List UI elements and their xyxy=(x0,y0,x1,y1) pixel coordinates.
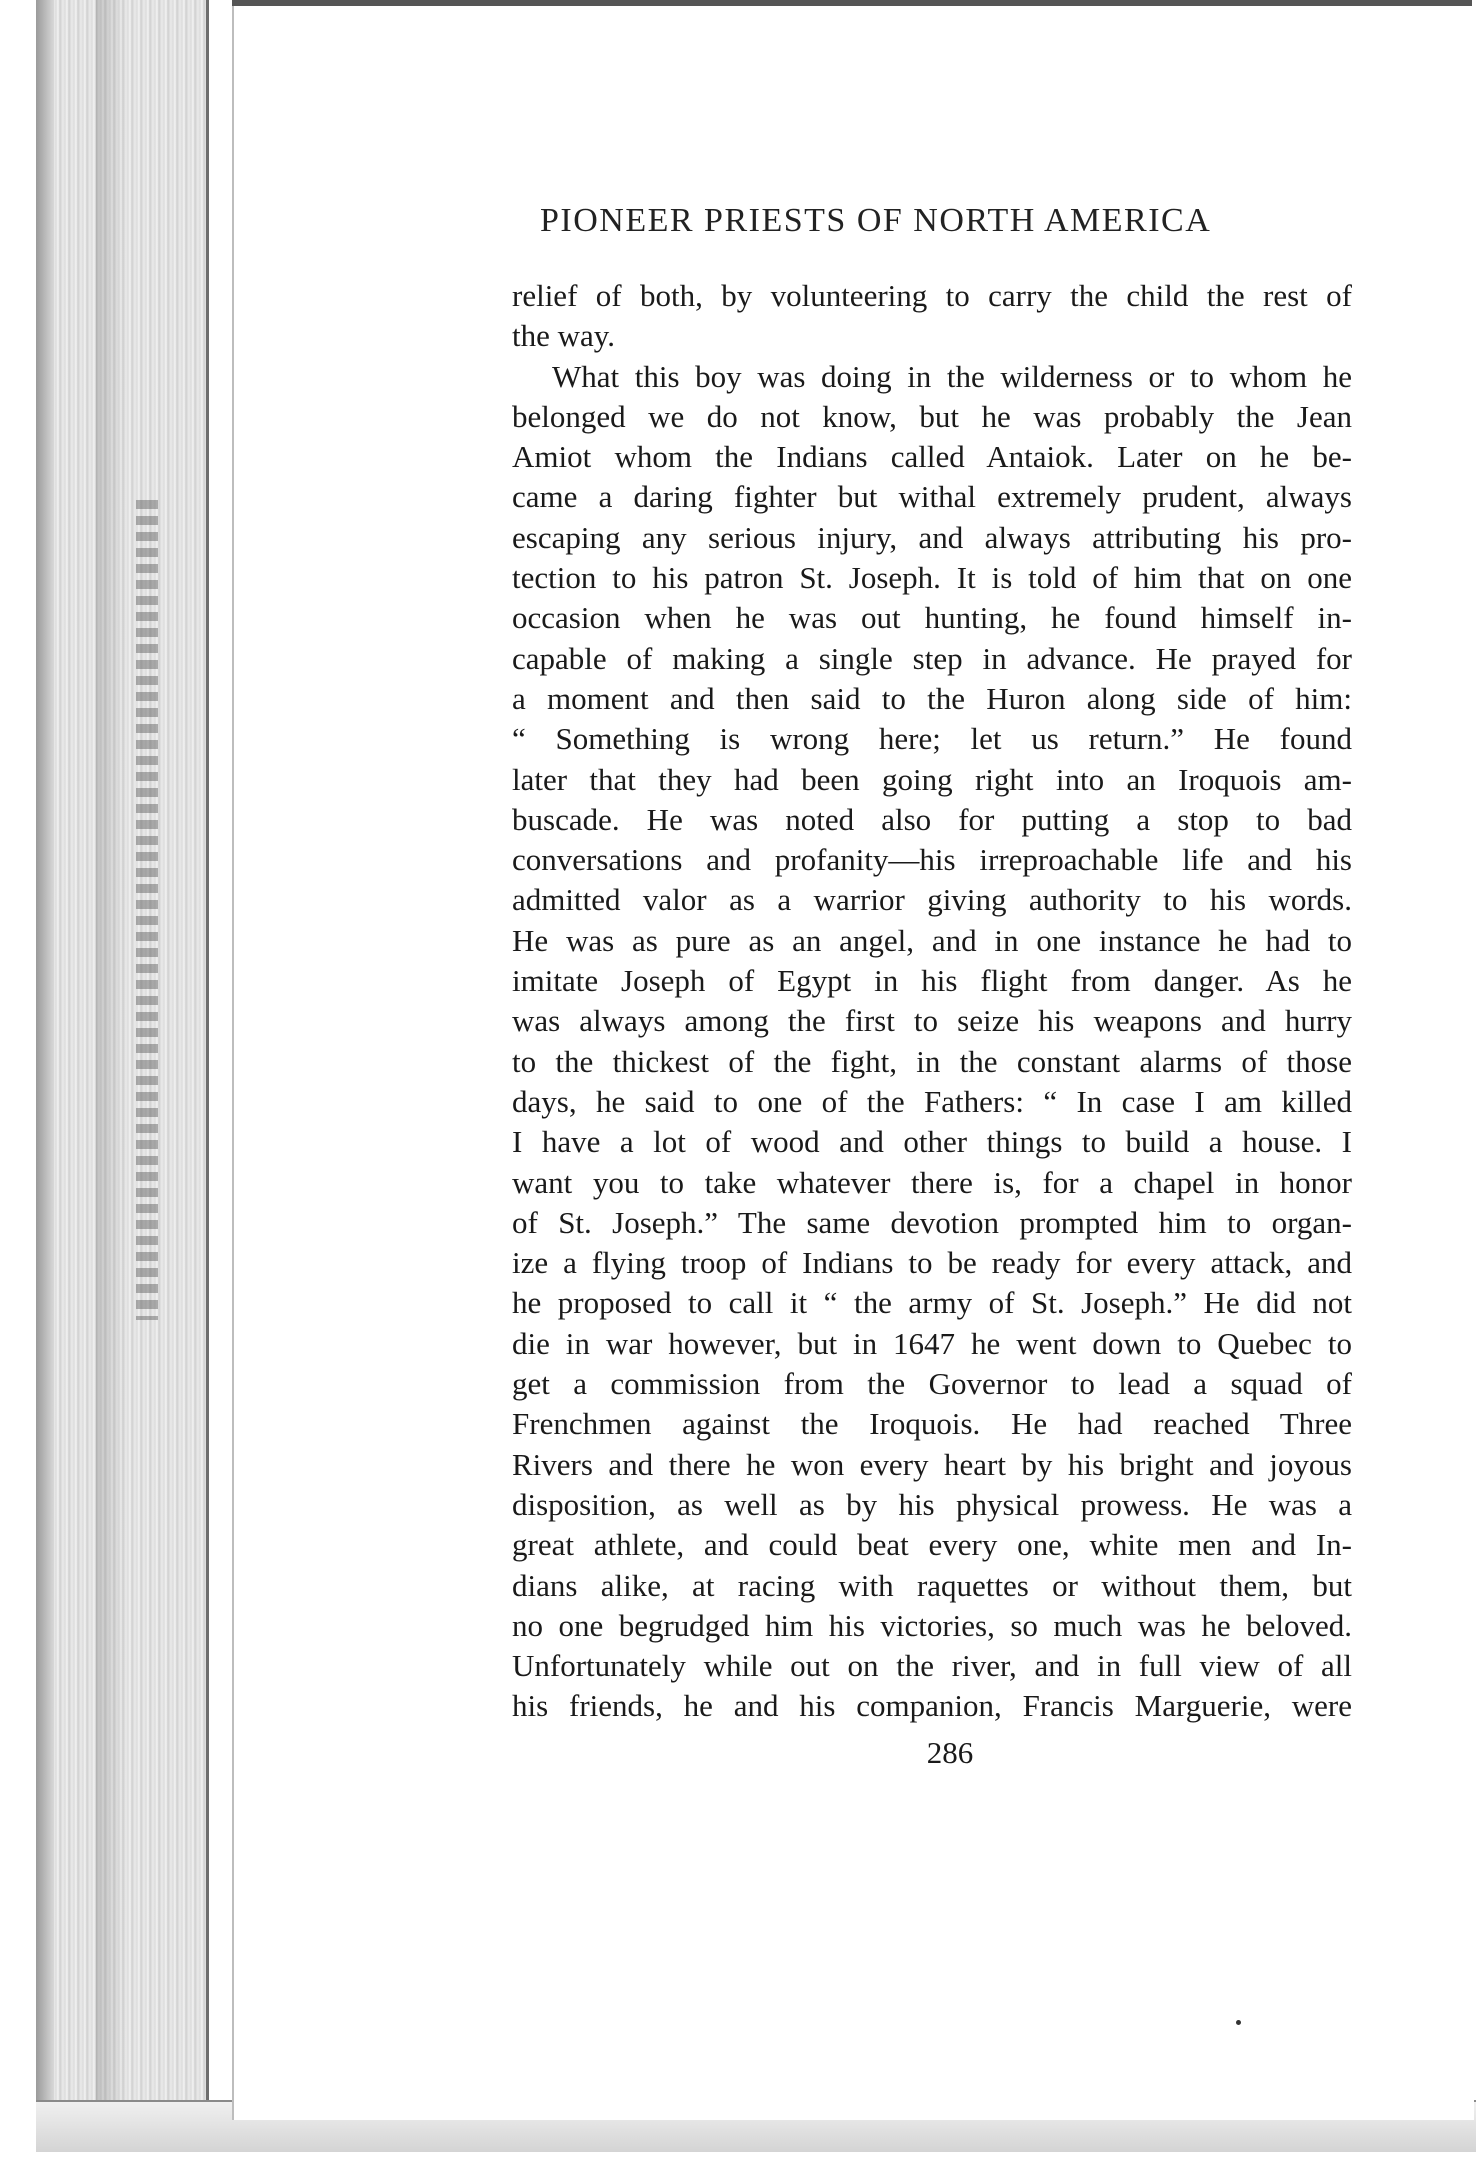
text-line: die in war however, but in 1647 he went down to Quebec to xyxy=(512,1325,1352,1361)
page-top-shadow xyxy=(232,0,1472,6)
text-line: came a daring fighter but withal extremely prudent, always xyxy=(512,479,1352,515)
text-line: imitate Joseph of Egypt in his flight from danger. As he xyxy=(512,963,1352,999)
text-line: to the thickest of the fight, in the constant alarms of those xyxy=(512,1043,1352,1079)
body-text xyxy=(512,276,1352,1727)
text-line: escaping any serious injury, and always attributing his pro- xyxy=(512,519,1352,555)
text-line: days, he said to one of the Fathers: “ In case I am killed xyxy=(512,1083,1352,1119)
text-line: get a commission from the Governor to lead a squad of xyxy=(512,1366,1352,1402)
text-line: of St. Joseph.” The same devotion prompted him to organ- xyxy=(512,1204,1352,1240)
text-line: dians alike, at racing with raquettes or without them, but xyxy=(512,1567,1352,1603)
running-head: PIONEER PRIESTS OF NORTH AMERICA xyxy=(540,202,1212,239)
text-line: want you to take whatever there is, for a chapel in honor xyxy=(512,1164,1352,1200)
text-line: belonged we do not know, but he was probably the Jean xyxy=(512,398,1352,434)
text-line: Rivers and there he won every heart by his bright and joyous xyxy=(512,1446,1352,1482)
text-line: great athlete, and could beat every one, white men and In- xyxy=(512,1527,1352,1563)
text-line: buscade. He was noted also for putting a stop to bad xyxy=(512,801,1352,837)
text-line: the way. xyxy=(512,318,616,354)
text-line: later that they had been going right into an Iroquois am- xyxy=(512,761,1352,797)
text-line: “ Something is wrong here; let us return.” He found xyxy=(512,721,1352,757)
text-line: Frenchmen against the Iroquois. He had reached Three xyxy=(512,1406,1352,1442)
text-line: he proposed to call it “ the army of St. Joseph.” He did not xyxy=(512,1285,1352,1321)
dust-speck xyxy=(1236,2020,1241,2025)
text-line: admitted valor as a warrior giving authority to his words. xyxy=(512,882,1352,918)
text-line: He was as pure as an angel, and in one instance he had to xyxy=(512,922,1352,958)
text-line: a moment and then said to the Huron along side of him: xyxy=(512,680,1352,716)
text-line: I have a lot of wood and other things to build a house. I xyxy=(512,1124,1352,1160)
text-line: conversations and profanity—his irreproachable life and his xyxy=(512,842,1352,878)
text-line: tection to his patron St. Joseph. It is told of him that on one xyxy=(512,560,1352,596)
text-line: his friends, he and his companion, Francis Marguerie, were xyxy=(512,1688,1352,1724)
book-fore-edge xyxy=(36,0,209,2150)
text-line: What this boy was doing in the wilderness or to whom he xyxy=(552,358,1352,394)
text-line: disposition, as well as by his physical prowess. He was a xyxy=(512,1486,1352,1522)
text-line: Amiot whom the Indians called Antaiok. Later on he be- xyxy=(512,439,1352,475)
text-line: capable of making a single step in advance. He prayed for xyxy=(512,640,1352,676)
text-line: was always among the first to seize his weapons and hurry xyxy=(512,1003,1352,1039)
text-line: Unfortunately while out on the river, and in full view of all xyxy=(512,1648,1352,1684)
text-line: occasion when he was out hunting, he found himself in- xyxy=(512,600,1352,636)
text-line: ize a flying troop of Indians to be ready for every attack, and xyxy=(512,1245,1352,1281)
page-number: 286 xyxy=(926,1735,974,1770)
text-line: relief of both, by volunteering to carry the child the rest of xyxy=(512,278,1352,313)
library-stamp-on-edge xyxy=(136,500,158,1320)
text-line: no one begrudged him his victories, so much was he beloved. xyxy=(512,1607,1352,1643)
